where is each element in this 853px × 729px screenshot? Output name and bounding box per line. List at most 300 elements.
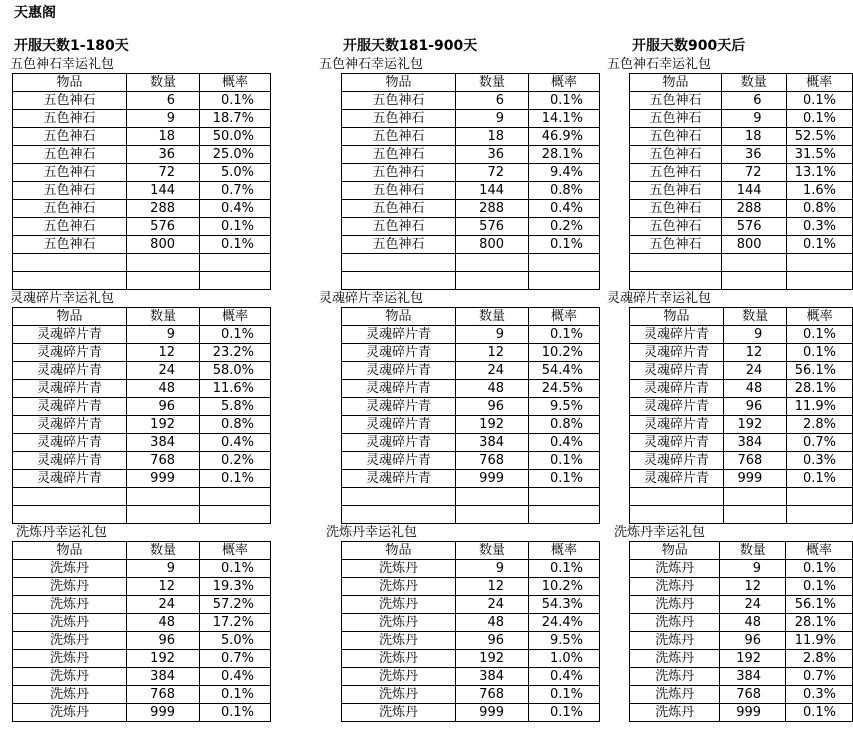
section-title: 五色神石幸运礼包 xyxy=(319,57,424,72)
quantity-cell[interactable]: 144 xyxy=(456,182,529,200)
probability-cell[interactable]: 0.1% xyxy=(200,92,271,110)
quantity-cell[interactable]: 24 xyxy=(723,362,786,380)
empty-cell[interactable] xyxy=(529,506,600,524)
probability-cell[interactable]: 0.2% xyxy=(529,218,600,236)
probability-cell[interactable]: 0.1% xyxy=(529,704,600,722)
empty-cell[interactable] xyxy=(456,488,529,506)
probability-cell[interactable]: 17.2% xyxy=(200,614,271,632)
quantity-cell[interactable]: 9 xyxy=(456,326,529,344)
item-cell[interactable]: 洗炼丹 xyxy=(342,578,456,596)
quantity-cell[interactable]: 768 xyxy=(127,686,200,704)
probability-cell[interactable]: 0.1% xyxy=(529,92,600,110)
item-cell[interactable]: 灵魂碎片青 xyxy=(630,344,724,362)
quantity-cell[interactable]: 999 xyxy=(720,704,786,722)
probability-cell[interactable]: 0.8% xyxy=(786,200,852,218)
quantity-cell[interactable]: 192 xyxy=(127,416,200,434)
probability-cell[interactable]: 0.8% xyxy=(200,416,271,434)
quantity-cell[interactable]: 24 xyxy=(127,362,200,380)
quantity-cell[interactable]: 12 xyxy=(720,578,786,596)
empty-cell[interactable] xyxy=(127,272,200,290)
empty-cell[interactable] xyxy=(200,272,271,290)
quantity-cell[interactable]: 36 xyxy=(127,146,200,164)
item-cell[interactable]: 灵魂碎片青 xyxy=(342,344,456,362)
item-cell[interactable]: 洗炼丹 xyxy=(342,596,456,614)
probability-cell[interactable]: 11.9% xyxy=(786,632,853,650)
item-cell[interactable]: 灵魂碎片青 xyxy=(13,452,127,470)
quantity-cell[interactable]: 384 xyxy=(723,434,786,452)
quantity-cell[interactable]: 96 xyxy=(456,398,529,416)
table-row xyxy=(630,470,853,488)
empty-cell[interactable] xyxy=(342,488,456,506)
table-row xyxy=(630,614,853,632)
quantity-cell[interactable]: 9 xyxy=(456,110,529,128)
probability-cell[interactable]: 54.3% xyxy=(529,596,600,614)
quantity-cell[interactable]: 12 xyxy=(456,578,529,596)
quantity-cell[interactable]: 800 xyxy=(127,236,200,254)
item-cell[interactable]: 洗炼丹 xyxy=(13,614,127,632)
item-cell[interactable]: 五色神石 xyxy=(630,92,722,110)
empty-cell[interactable] xyxy=(529,488,600,506)
probability-cell[interactable]: 11.9% xyxy=(787,398,853,416)
quantity-cell[interactable]: 800 xyxy=(721,236,786,254)
empty-cell[interactable] xyxy=(456,272,529,290)
quantity-cell[interactable]: 18 xyxy=(456,128,529,146)
section-title: 洗炼丹幸运礼包 xyxy=(326,525,418,540)
empty-cell[interactable] xyxy=(529,272,600,290)
empty-cell[interactable] xyxy=(630,272,722,290)
item-cell[interactable]: 洗炼丹 xyxy=(13,704,127,722)
item-cell[interactable]: 灵魂碎片青 xyxy=(342,380,456,398)
empty-cell[interactable] xyxy=(721,254,786,272)
item-cell[interactable]: 五色神石 xyxy=(13,128,127,146)
probability-cell[interactable]: 0.1% xyxy=(786,704,853,722)
empty-row xyxy=(13,506,271,524)
probability-cell[interactable]: 57.2% xyxy=(200,596,271,614)
quantity-cell[interactable]: 999 xyxy=(456,470,529,488)
quantity-cell[interactable]: 36 xyxy=(721,146,786,164)
item-cell[interactable]: 洗炼丹 xyxy=(630,650,720,668)
probability-cell[interactable]: 0.1% xyxy=(529,470,600,488)
probability-cell[interactable]: 0.1% xyxy=(200,326,271,344)
probability-cell[interactable]: 9.5% xyxy=(529,398,600,416)
quantity-cell[interactable]: 12 xyxy=(127,344,200,362)
probability-cell[interactable]: 0.4% xyxy=(529,668,600,686)
probability-cell[interactable]: 0.8% xyxy=(529,182,600,200)
quantity-cell[interactable]: 288 xyxy=(721,200,786,218)
empty-row xyxy=(630,254,853,272)
quantity-cell[interactable]: 576 xyxy=(721,218,786,236)
probability-cell[interactable]: 0.7% xyxy=(200,182,271,200)
probability-cell[interactable]: 0.3% xyxy=(787,452,853,470)
probability-cell[interactable]: 25.0% xyxy=(200,146,271,164)
quantity-cell[interactable]: 144 xyxy=(127,182,200,200)
probability-cell[interactable]: 0.7% xyxy=(787,434,853,452)
item-cell[interactable]: 洗炼丹 xyxy=(13,650,127,668)
quantity-cell[interactable]: 9 xyxy=(720,560,786,578)
quantity-cell[interactable]: 576 xyxy=(456,218,529,236)
header-probability: 概率 xyxy=(786,74,852,92)
item-cell[interactable]: 灵魂碎片青 xyxy=(13,470,127,488)
item-cell[interactable]: 洗炼丹 xyxy=(630,614,720,632)
probability-cell[interactable]: 0.1% xyxy=(200,218,271,236)
header-probability: 概率 xyxy=(529,542,600,560)
probability-cell[interactable]: 0.1% xyxy=(786,92,852,110)
probability-cell[interactable]: 0.7% xyxy=(200,650,271,668)
quantity-cell[interactable]: 999 xyxy=(127,704,200,722)
item-cell[interactable]: 五色神石 xyxy=(342,236,456,254)
probability-cell[interactable]: 5.8% xyxy=(200,398,271,416)
empty-cell[interactable] xyxy=(127,506,200,524)
empty-cell[interactable] xyxy=(13,488,127,506)
quantity-cell[interactable]: 999 xyxy=(723,470,786,488)
quantity-cell[interactable]: 288 xyxy=(456,200,529,218)
quantity-cell[interactable]: 384 xyxy=(456,668,529,686)
empty-cell[interactable] xyxy=(723,488,786,506)
quantity-cell[interactable]: 9 xyxy=(723,326,786,344)
quantity-cell[interactable]: 288 xyxy=(127,200,200,218)
item-cell[interactable]: 灵魂碎片青 xyxy=(630,470,724,488)
quantity-cell[interactable]: 96 xyxy=(456,632,529,650)
empty-cell[interactable] xyxy=(200,488,271,506)
item-cell[interactable]: 洗炼丹 xyxy=(342,560,456,578)
quantity-cell[interactable]: 384 xyxy=(127,668,200,686)
item-cell[interactable]: 五色神石 xyxy=(13,164,127,182)
item-cell[interactable]: 五色神石 xyxy=(630,218,722,236)
quantity-cell[interactable]: 9 xyxy=(456,560,529,578)
item-cell[interactable]: 灵魂碎片青 xyxy=(342,362,456,380)
item-cell[interactable]: 五色神石 xyxy=(342,218,456,236)
quantity-cell[interactable]: 384 xyxy=(720,668,786,686)
quantity-cell[interactable]: 48 xyxy=(720,614,786,632)
probability-cell[interactable]: 52.5% xyxy=(786,128,852,146)
item-cell[interactable]: 灵魂碎片青 xyxy=(630,416,724,434)
empty-cell[interactable] xyxy=(630,506,724,524)
empty-cell[interactable] xyxy=(342,506,456,524)
item-cell[interactable]: 五色神石 xyxy=(13,236,127,254)
probability-cell[interactable]: 1.6% xyxy=(786,182,852,200)
table-row xyxy=(342,200,600,218)
item-cell[interactable]: 洗炼丹 xyxy=(13,632,127,650)
item-cell[interactable]: 灵魂碎片青 xyxy=(342,470,456,488)
item-cell[interactable]: 五色神石 xyxy=(630,182,722,200)
empty-cell[interactable] xyxy=(630,254,722,272)
quantity-cell[interactable]: 800 xyxy=(456,236,529,254)
item-cell[interactable]: 五色神石 xyxy=(13,182,127,200)
quantity-cell[interactable]: 6 xyxy=(127,92,200,110)
probability-cell[interactable]: 0.1% xyxy=(529,686,600,704)
quantity-cell[interactable]: 96 xyxy=(127,398,200,416)
quantity-cell[interactable]: 18 xyxy=(721,128,786,146)
probability-cell[interactable]: 11.6% xyxy=(200,380,271,398)
quantity-cell[interactable]: 6 xyxy=(721,92,786,110)
probability-cell[interactable]: 0.1% xyxy=(200,704,271,722)
table-row xyxy=(13,416,271,434)
item-cell[interactable]: 五色神石 xyxy=(13,146,127,164)
item-cell[interactable]: 灵魂碎片青 xyxy=(13,362,127,380)
quantity-cell[interactable]: 24 xyxy=(456,596,529,614)
probability-cell[interactable]: 9.4% xyxy=(529,164,600,182)
empty-cell[interactable] xyxy=(127,254,200,272)
quantity-cell[interactable]: 192 xyxy=(720,650,786,668)
item-cell[interactable]: 洗炼丹 xyxy=(630,578,720,596)
quantity-cell[interactable]: 24 xyxy=(456,362,529,380)
item-cell[interactable]: 灵魂碎片青 xyxy=(342,434,456,452)
quantity-cell[interactable]: 96 xyxy=(720,632,786,650)
probability-cell[interactable]: 0.8% xyxy=(529,416,600,434)
table-header-row xyxy=(630,542,853,560)
probability-cell[interactable]: 0.1% xyxy=(529,236,600,254)
item-cell[interactable]: 五色神石 xyxy=(630,164,722,182)
quantity-cell[interactable]: 48 xyxy=(456,614,529,632)
quantity-cell[interactable]: 192 xyxy=(127,650,200,668)
item-cell[interactable]: 灵魂碎片青 xyxy=(342,398,456,416)
probability-cell[interactable]: 0.1% xyxy=(786,560,853,578)
probability-cell[interactable]: 0.1% xyxy=(529,452,600,470)
item-cell[interactable]: 五色神石 xyxy=(342,92,456,110)
probability-cell[interactable]: 13.1% xyxy=(786,164,852,182)
quantity-cell[interactable]: 96 xyxy=(723,398,786,416)
empty-cell[interactable] xyxy=(13,254,127,272)
probability-cell[interactable]: 28.1% xyxy=(787,380,853,398)
item-cell[interactable]: 五色神石 xyxy=(342,146,456,164)
probability-cell[interactable]: 0.1% xyxy=(787,470,853,488)
probability-cell[interactable]: 28.1% xyxy=(529,146,600,164)
item-cell[interactable]: 灵魂碎片青 xyxy=(342,416,456,434)
table-row xyxy=(13,326,271,344)
quantity-cell[interactable]: 9 xyxy=(721,110,786,128)
item-cell[interactable]: 五色神石 xyxy=(342,128,456,146)
table-row xyxy=(342,668,600,686)
quantity-cell[interactable]: 768 xyxy=(720,686,786,704)
quantity-cell[interactable]: 576 xyxy=(127,218,200,236)
quantity-cell[interactable]: 72 xyxy=(127,164,200,182)
probability-cell[interactable]: 18.7% xyxy=(200,110,271,128)
item-cell[interactable]: 灵魂碎片青 xyxy=(13,434,127,452)
quantity-cell[interactable]: 48 xyxy=(127,380,200,398)
probability-cell[interactable]: 0.1% xyxy=(200,470,271,488)
probability-cell[interactable]: 54.4% xyxy=(529,362,600,380)
probability-cell[interactable]: 0.1% xyxy=(200,686,271,704)
quantity-cell[interactable]: 384 xyxy=(456,434,529,452)
item-cell[interactable]: 洗炼丹 xyxy=(13,686,127,704)
quantity-cell[interactable]: 12 xyxy=(723,344,786,362)
probability-cell[interactable]: 0.1% xyxy=(529,326,600,344)
empty-cell[interactable] xyxy=(13,506,127,524)
probability-cell[interactable]: 2.8% xyxy=(787,416,853,434)
probability-cell[interactable]: 31.5% xyxy=(786,146,852,164)
quantity-cell[interactable]: 192 xyxy=(456,650,529,668)
empty-row xyxy=(630,272,853,290)
empty-cell[interactable] xyxy=(13,272,127,290)
quantity-cell[interactable]: 24 xyxy=(127,596,200,614)
probability-cell[interactable]: 0.1% xyxy=(786,236,852,254)
empty-cell[interactable] xyxy=(342,254,456,272)
probability-cell[interactable]: 24.4% xyxy=(529,614,600,632)
probability-cell[interactable]: 19.3% xyxy=(200,578,271,596)
quantity-cell[interactable]: 768 xyxy=(456,686,529,704)
item-cell[interactable]: 灵魂碎片青 xyxy=(630,452,724,470)
probability-cell[interactable]: 5.0% xyxy=(200,164,271,182)
probability-cell[interactable]: 0.4% xyxy=(200,200,271,218)
item-cell[interactable]: 五色神石 xyxy=(13,110,127,128)
quantity-cell[interactable]: 96 xyxy=(127,632,200,650)
item-cell[interactable]: 灵魂碎片青 xyxy=(342,452,456,470)
item-cell[interactable]: 灵魂碎片青 xyxy=(13,344,127,362)
quantity-cell[interactable]: 768 xyxy=(127,452,200,470)
probability-cell[interactable]: 2.8% xyxy=(786,650,853,668)
item-cell[interactable]: 洗炼丹 xyxy=(342,668,456,686)
item-cell[interactable]: 五色神石 xyxy=(630,146,722,164)
table-row xyxy=(630,110,853,128)
item-cell[interactable]: 灵魂碎片青 xyxy=(13,416,127,434)
quantity-cell[interactable]: 48 xyxy=(723,380,786,398)
item-cell[interactable]: 五色神石 xyxy=(13,92,127,110)
probability-cell[interactable]: 0.1% xyxy=(787,344,853,362)
quantity-cell[interactable]: 192 xyxy=(723,416,786,434)
probability-cell[interactable]: 0.7% xyxy=(786,668,853,686)
empty-cell[interactable] xyxy=(721,272,786,290)
item-cell[interactable]: 五色神石 xyxy=(630,128,722,146)
item-cell[interactable]: 洗炼丹 xyxy=(13,596,127,614)
quantity-cell[interactable]: 9 xyxy=(127,560,200,578)
item-cell[interactable]: 五色神石 xyxy=(630,110,722,128)
item-cell[interactable]: 洗炼丹 xyxy=(342,650,456,668)
probability-cell[interactable]: 0.4% xyxy=(529,200,600,218)
quantity-cell[interactable]: 999 xyxy=(127,470,200,488)
item-cell[interactable]: 五色神石 xyxy=(342,182,456,200)
header-probability: 概率 xyxy=(200,308,271,326)
probability-cell[interactable]: 0.1% xyxy=(529,560,600,578)
header-item: 物品 xyxy=(342,308,456,326)
probability-cell[interactable]: 0.4% xyxy=(529,434,600,452)
quantity-cell[interactable]: 36 xyxy=(456,146,529,164)
probability-cell[interactable]: 50.0% xyxy=(200,128,271,146)
empty-cell[interactable] xyxy=(342,272,456,290)
probability-cell[interactable]: 24.5% xyxy=(529,380,600,398)
quantity-cell[interactable]: 24 xyxy=(720,596,786,614)
section-title: 灵魂碎片幸运礼包 xyxy=(10,291,115,306)
probability-cell[interactable]: 56.1% xyxy=(787,362,853,380)
probability-cell[interactable]: 28.1% xyxy=(786,614,853,632)
probability-cell[interactable]: 23.2% xyxy=(200,344,271,362)
probability-cell[interactable]: 0.1% xyxy=(787,326,853,344)
probability-cell[interactable]: 0.4% xyxy=(200,668,271,686)
item-cell[interactable]: 灵魂碎片青 xyxy=(13,380,127,398)
probability-cell[interactable]: 9.5% xyxy=(529,632,600,650)
item-cell[interactable]: 洗炼丹 xyxy=(13,578,127,596)
item-cell[interactable]: 五色神石 xyxy=(342,200,456,218)
item-cell[interactable]: 五色神石 xyxy=(630,236,722,254)
quantity-cell[interactable]: 9 xyxy=(127,110,200,128)
item-cell[interactable]: 洗炼丹 xyxy=(13,560,127,578)
probability-cell[interactable]: 58.0% xyxy=(200,362,271,380)
item-cell[interactable]: 五色神石 xyxy=(13,200,127,218)
empty-cell[interactable] xyxy=(786,272,852,290)
item-cell[interactable]: 灵魂碎片青 xyxy=(342,326,456,344)
item-cell[interactable]: 五色神石 xyxy=(13,218,127,236)
probability-cell[interactable]: 0.3% xyxy=(786,218,852,236)
item-cell[interactable]: 洗炼丹 xyxy=(630,704,720,722)
probability-cell[interactable]: 56.1% xyxy=(786,596,853,614)
quantity-cell[interactable]: 48 xyxy=(127,614,200,632)
probability-cell[interactable]: 10.2% xyxy=(529,578,600,596)
item-cell[interactable]: 洗炼丹 xyxy=(630,560,720,578)
section-title: 洗炼丹幸运礼包 xyxy=(614,525,706,540)
quantity-cell[interactable]: 72 xyxy=(456,164,529,182)
probability-cell[interactable]: 0.1% xyxy=(786,110,852,128)
quantity-cell[interactable]: 144 xyxy=(721,182,786,200)
empty-cell[interactable] xyxy=(723,506,786,524)
empty-cell[interactable] xyxy=(200,506,271,524)
quantity-cell[interactable]: 12 xyxy=(127,578,200,596)
probability-cell[interactable]: 46.9% xyxy=(529,128,600,146)
item-cell[interactable]: 洗炼丹 xyxy=(342,704,456,722)
item-cell[interactable]: 五色神石 xyxy=(630,200,722,218)
item-cell[interactable]: 洗炼丹 xyxy=(342,632,456,650)
probability-cell[interactable]: 0.1% xyxy=(786,578,853,596)
quantity-cell[interactable]: 6 xyxy=(456,92,529,110)
quantity-cell[interactable]: 9 xyxy=(127,326,200,344)
probability-cell[interactable]: 0.3% xyxy=(786,686,853,704)
quantity-cell[interactable]: 72 xyxy=(721,164,786,182)
item-cell[interactable]: 灵魂碎片青 xyxy=(630,326,724,344)
quantity-cell[interactable]: 12 xyxy=(456,344,529,362)
quantity-cell[interactable]: 768 xyxy=(723,452,786,470)
item-cell[interactable]: 灵魂碎片青 xyxy=(630,398,724,416)
empty-cell[interactable] xyxy=(787,506,853,524)
empty-cell[interactable] xyxy=(630,488,724,506)
probability-cell[interactable]: 0.4% xyxy=(200,434,271,452)
item-cell[interactable]: 灵魂碎片青 xyxy=(630,362,724,380)
probability-cell[interactable]: 0.2% xyxy=(200,452,271,470)
item-cell[interactable]: 灵魂碎片青 xyxy=(630,434,724,452)
empty-cell[interactable] xyxy=(786,254,852,272)
header-probability: 概率 xyxy=(529,308,600,326)
empty-cell[interactable] xyxy=(456,254,529,272)
probability-cell[interactable]: 1.0% xyxy=(529,650,600,668)
probability-cell[interactable]: 0.1% xyxy=(200,560,271,578)
empty-cell[interactable] xyxy=(529,254,600,272)
probability-cell[interactable]: 0.1% xyxy=(200,236,271,254)
probability-cell[interactable]: 10.2% xyxy=(529,344,600,362)
item-cell[interactable]: 洗炼丹 xyxy=(630,632,720,650)
quantity-cell[interactable]: 192 xyxy=(456,416,529,434)
item-cell[interactable]: 洗炼丹 xyxy=(630,596,720,614)
item-cell[interactable]: 洗炼丹 xyxy=(630,686,720,704)
item-cell[interactable]: 洗炼丹 xyxy=(630,668,720,686)
empty-cell[interactable] xyxy=(456,506,529,524)
item-cell[interactable]: 灵魂碎片青 xyxy=(630,380,724,398)
table-row xyxy=(13,704,271,722)
probability-cell[interactable]: 5.0% xyxy=(200,632,271,650)
empty-cell[interactable] xyxy=(787,488,853,506)
item-cell[interactable]: 洗炼丹 xyxy=(342,614,456,632)
item-cell[interactable]: 灵魂碎片青 xyxy=(13,398,127,416)
quantity-cell[interactable]: 18 xyxy=(127,128,200,146)
item-cell[interactable]: 洗炼丹 xyxy=(342,686,456,704)
quantity-cell[interactable]: 48 xyxy=(456,380,529,398)
item-cell[interactable]: 灵魂碎片青 xyxy=(13,326,127,344)
item-cell[interactable]: 五色神石 xyxy=(342,164,456,182)
quantity-cell[interactable]: 384 xyxy=(127,434,200,452)
quantity-cell[interactable]: 999 xyxy=(456,704,529,722)
item-cell[interactable]: 洗炼丹 xyxy=(13,668,127,686)
probability-cell[interactable]: 14.1% xyxy=(529,110,600,128)
quantity-cell[interactable]: 768 xyxy=(456,452,529,470)
empty-cell[interactable] xyxy=(200,254,271,272)
item-cell[interactable]: 五色神石 xyxy=(342,110,456,128)
empty-cell[interactable] xyxy=(127,488,200,506)
